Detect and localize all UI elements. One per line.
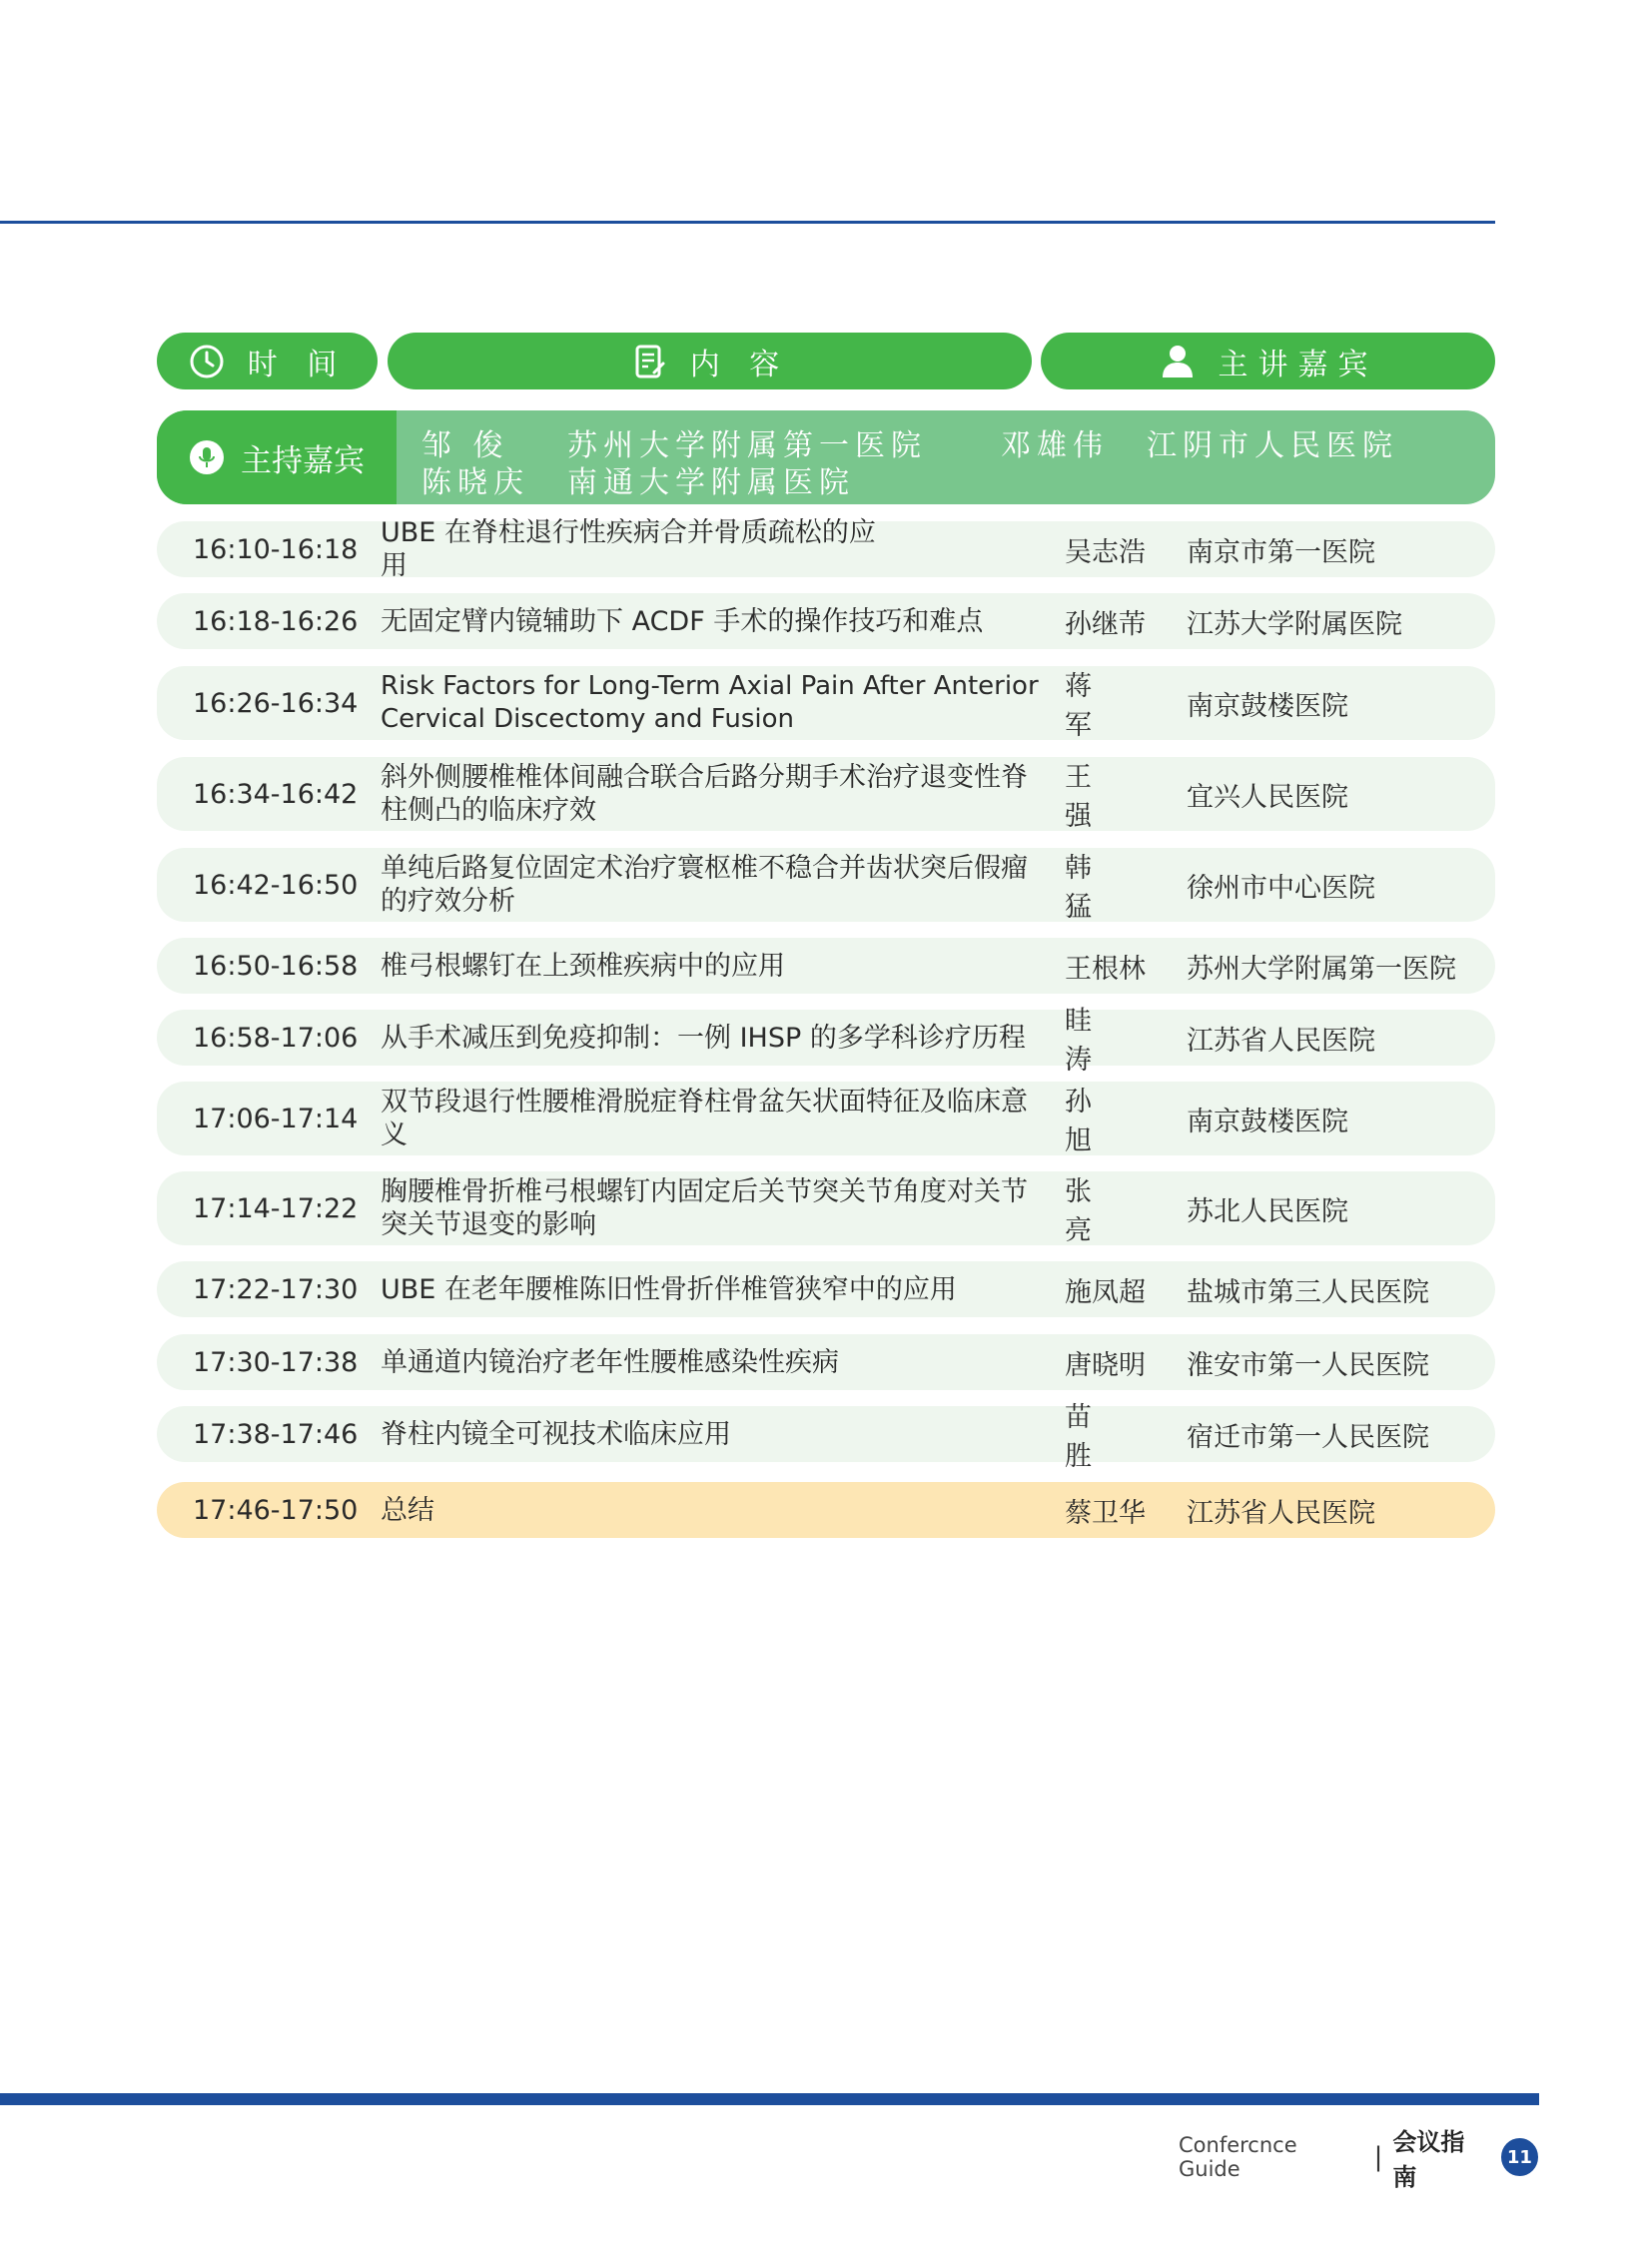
header-time-label: 时 间 [247,347,348,382]
session-time: 16:18-16:26 [193,605,359,637]
moderator-label: 主持嘉宾 [241,442,365,479]
top-divider [0,221,1495,224]
session-hospital: 徐州市中心医院 [1187,872,1375,904]
session-row [157,1402,1495,1472]
session-time: 16:26-16:34 [193,687,359,719]
session-hospital: 江苏大学附属医院 [1187,608,1402,640]
header-speaker-label: 主讲嘉宾 [1218,347,1378,382]
session-time: 17:30-17:38 [193,1346,359,1378]
session-row [157,1006,1495,1076]
header-content-label: 内 容 [689,347,790,382]
session-time: 17:46-17:50 [193,1494,359,1526]
session-hospital: 淮安市第一人民医院 [1187,1349,1429,1381]
session-hospital: 苏州大学附属第一医院 [1187,953,1456,985]
clock-icon [188,343,226,380]
session-row [157,517,1495,581]
session-hospital: 南京鼓楼医院 [1187,1106,1348,1137]
footer-separator: | [1373,2142,1383,2172]
session-time: 17:14-17:22 [193,1192,359,1224]
session-speaker: 吴志浩 [1065,536,1146,568]
footer-english-title: Confercnce Guide [1179,2133,1297,2181]
footer [1179,2128,1538,2191]
session-row [157,666,1495,740]
session-topic: 无固定臂内镜辅助下 ACDF 手术的操作技巧和难点 [381,605,984,637]
session-row [157,1082,1495,1155]
session-row [157,593,1495,649]
moderator-name: 邹 俊 [421,428,509,463]
moderator-name: 邓雄伟 [1001,428,1109,463]
session-hospital: 江苏省人民医院 [1187,1025,1375,1057]
session-topic: Risk Factors for Long-Term Axial Pain After Anterior Cervical Discectomy and Fusion [381,671,1039,734]
session-row [157,1171,1495,1245]
session-speaker: 施凤超 [1065,1276,1146,1308]
session-row [157,1334,1495,1390]
session-speaker: 张亮 [1065,1176,1112,1246]
session-row [157,757,1495,831]
session-speaker: 王根林 [1065,953,1146,985]
session-speaker: 苗胜 [1065,1402,1112,1472]
session-row-summary [157,1482,1495,1538]
session-speaker: 孙旭 [1065,1087,1112,1156]
session-hospital: 盐城市第三人民医院 [1187,1276,1429,1308]
session-topic: 脊柱内镜全可视技术临床应用 [381,1418,731,1450]
page-number: 11 [1501,2138,1538,2176]
session-row [157,1261,1495,1317]
microphone-icon [189,439,225,475]
session-hospital: 宜兴人民医院 [1187,781,1348,813]
session-row [157,938,1495,994]
session-topic: 椎弓根螺钉在上颈椎疾病中的应用 [381,950,785,982]
session-speaker: 唐晓明 [1065,1349,1146,1381]
session-topic: 双节段退行性腰椎滑脱症脊柱骨盆矢状面特征及临床意义 [381,1087,1028,1150]
moderator-hospital: 苏州大学附属第一医院 [567,428,927,463]
moderator-hospital: 南通大学附属医院 [567,465,855,500]
session-topic: 胸腰椎骨折椎弓根螺钉内固定后关节突关节角度对关节突关节退变的影响 [381,1176,1028,1240]
session-topic: 从手术减压到免疫抑制：一例 IHSP 的多学科诊疗历程 [381,1022,1026,1054]
header-speaker [1041,333,1495,389]
session-speaker: 眭涛 [1065,1006,1112,1076]
session-hospital: 南京鼓楼医院 [1187,690,1348,722]
moderator-hospital: 江阴市人民医院 [1147,428,1398,463]
session-time: 17:06-17:14 [193,1103,359,1134]
session-hospital: 宿迁市第一人民医院 [1187,1421,1429,1453]
session-time: 16:10-16:18 [193,533,359,565]
session-hospital: 南京市第一医院 [1187,536,1375,568]
session-topic: UBE 在老年腰椎陈旧性骨折伴椎管狭窄中的应用 [381,1273,957,1305]
session-topic: 总结 [381,1494,434,1526]
session-time: 17:22-17:30 [193,1273,359,1305]
session-row [157,848,1495,922]
session-time: 16:34-16:42 [193,778,359,810]
session-speaker: 孙继芾 [1065,608,1146,640]
header-content [388,333,1032,389]
session-time: 17:38-17:46 [193,1418,359,1450]
person-icon [1159,343,1197,380]
document-edit-icon [630,343,668,380]
session-topic: 单通道内镜治疗老年性腰椎感染性疾病 [381,1346,839,1378]
session-topic: UBE 在脊柱退行性疾病合并骨质疏松的应用 [381,517,876,581]
moderator-name: 陈晓庆 [421,465,529,500]
session-time: 16:42-16:50 [193,869,359,901]
bottom-divider [0,2093,1539,2105]
session-speaker: 王强 [1065,762,1112,832]
header-time [157,333,378,389]
session-time: 16:58-17:06 [193,1022,359,1054]
session-hospital: 江苏省人民医院 [1187,1497,1375,1529]
session-topic: 斜外侧腰椎椎体间融合联合后路分期手术治疗退变性脊柱侧凸的临床疗效 [381,762,1028,826]
footer-chinese-title: 会议指南 [1392,2128,1465,2191]
session-time: 16:50-16:58 [193,950,359,982]
session-hospital: 苏北人民医院 [1187,1195,1348,1227]
session-speaker: 蒋军 [1065,671,1112,741]
session-speaker: 蔡卫华 [1065,1497,1146,1529]
moderator-label-box [157,410,397,504]
session-topic: 单纯后路复位固定术治疗寰枢椎不稳合并齿状突后假瘤的疗效分析 [381,853,1028,917]
session-speaker: 韩猛 [1065,853,1112,923]
